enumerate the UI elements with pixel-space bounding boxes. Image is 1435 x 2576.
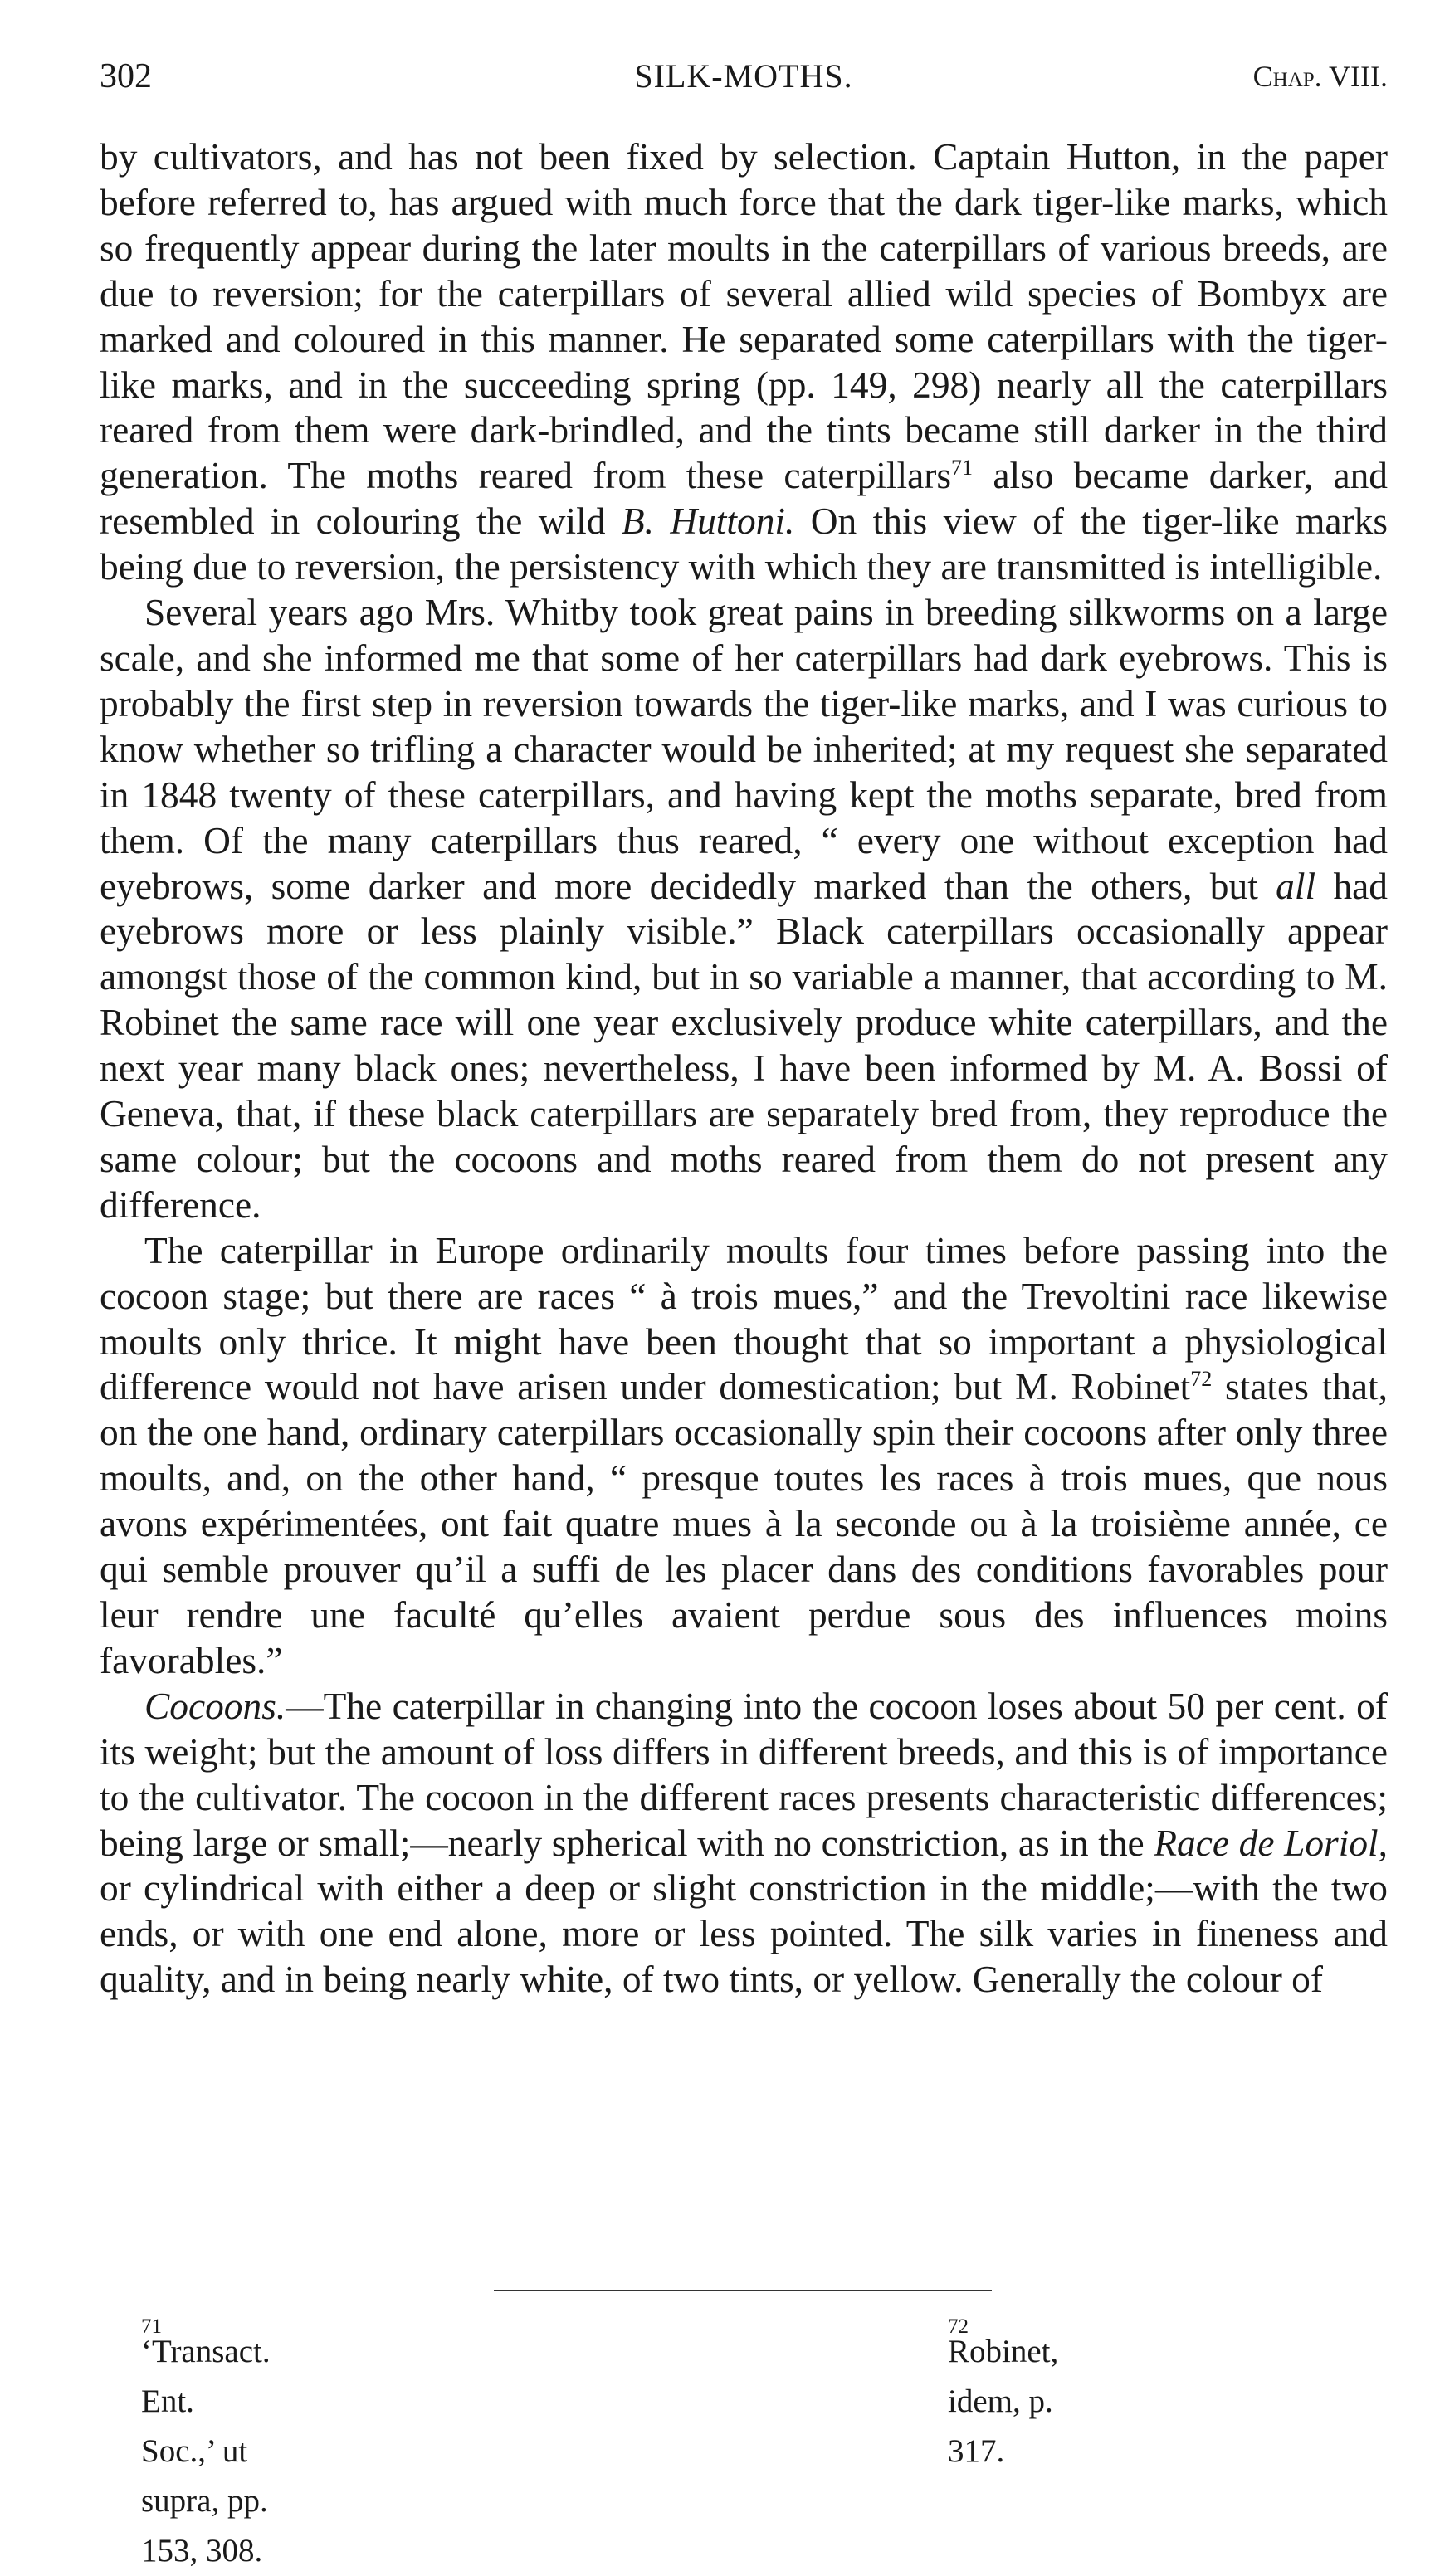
- body-paragraph: [100, 1228, 1388, 1684]
- footnote-text: ‘Transact. Ent. Soc.,’ ut supra, pp. 153, 308.: [141, 2334, 271, 2569]
- text-run: states that, on the one hand, ordinary caterpillars occasionally spin their cocoons after only three moults, and, on the other hand, “ presque toutes les races à trois mues, que nous avons expérimentées, ont fait quatre mues à la seconde ou à la troisième année, ce qui semble prouver qu’il a suffi de les placer dans des conditions favorables pour leur rendre une faculté qu’elles avaient perdue sous des influences moins favorables.”: [100, 1366, 1388, 1681]
- body-paragraph: [100, 590, 1388, 1228]
- running-title: SILK-MOTHS.: [634, 57, 853, 95]
- body-paragraph: [100, 1684, 1388, 2003]
- text-run: —The caterpillar in changing into the cocoon loses about 50 per cent. of its weight; but the amount of loss differs in different breeds, and this is of importance to the cultivator. The cocoon in the different races presents characteristic differences; being large or small;—nearly spherical with no constriction, as in the: [100, 1685, 1388, 1864]
- chapter-label: Chap. VIII.: [1252, 60, 1388, 93]
- italic-text: Cocoons.: [144, 1685, 286, 1727]
- footnotes: 71 ‘Transact. Ent. Soc.,’ ut supra, pp. 153, 308. 72 Robinet, idem, p. 317.: [100, 2327, 1388, 2377]
- text-run: by cultivators, and has not been fixed by selection. Captain Hutton, in the paper before referred to, has argued with much force that the dark tiger-like marks, which so frequently appear during the later moults in the caterpillars of various breeds, are due to reversion; for the caterpillars of several allied wild species of Bombyx are marked and coloured in this manner. He separated some caterpillars with the tiger-like marks, and in the succeeding spring (pp. 149, 298) nearly all the caterpillars reared from them were dark-brindled, and the tints became still darker in the third generation. The moths reared from these caterpillars: [100, 136, 1388, 497]
- footnote-reference: 72: [1190, 1367, 1213, 1392]
- page-header: [100, 51, 1388, 101]
- text-run: On this view of the tiger-like marks being due to reversion, the persistency with which they are transmitted is intelligible.: [100, 500, 1389, 588]
- body-paragraph: [100, 134, 1388, 590]
- italic-text: all: [1276, 865, 1316, 907]
- page-number: 302: [100, 57, 152, 95]
- footnote-divider: [494, 2290, 992, 2291]
- text-run: also became darker, and resembled in colouring the wild: [100, 455, 1388, 543]
- italic-text: B. Huttoni.: [621, 500, 795, 543]
- footnote-text: Robinet, idem, p. 317.: [948, 2334, 1059, 2469]
- text-run: or cylindrical with either a deep or slight constriction in the middle;—with the two ends, or with one end alone, more or less pointed. The silk varies in fineness and quality, and in being nearly white, of two tints, or yellow. Generally the colour of: [100, 1867, 1388, 2001]
- footnote-reference: 71: [951, 456, 974, 481]
- text-run: had eyebrows more or less plainly visible.” Black caterpillars occasionally appear amongst those of the common kind, but in so variable a manner, that according to M. Robinet the same race will one year exclusively produce white caterpillars, and the next year many black ones; nevertheless, I have been informed by M. A. Bossi of Geneva, that, if these black caterpillars are separately bred from, they reproduce the same colour; but the cocoons and moths reared from them do not present any difference.: [100, 865, 1388, 1226]
- text-run: The caterpillar in Europe ordinarily moults four times before passing into the cocoon stage; but there are races “ à trois mues,” and the Trevoltini race likewise moults only thrice. It might have been thought that so important a physiological difference would not have arisen under domestication; but M. Robinet: [100, 1229, 1388, 1408]
- text-run: Several years ago Mrs. Whitby took great pains in breeding silkworms on a large scale, and she informed me that some of her caterpillars had dark eyebrows. This is probably the first step in reversion towards the tiger-like marks, and I was curious to know whether so trifling a character would be inherited; at my request she separated in 1848 twenty of these caterpillars, and having kept the moths separate, bred from them. Of the many caterpillars thus reared, “ every one without exception had eyebrows, some darker and more decidedly marked than the others, but: [100, 592, 1388, 907]
- body-text: [100, 134, 1388, 2003]
- italic-text: Race de Loriol,: [1154, 1822, 1388, 1864]
